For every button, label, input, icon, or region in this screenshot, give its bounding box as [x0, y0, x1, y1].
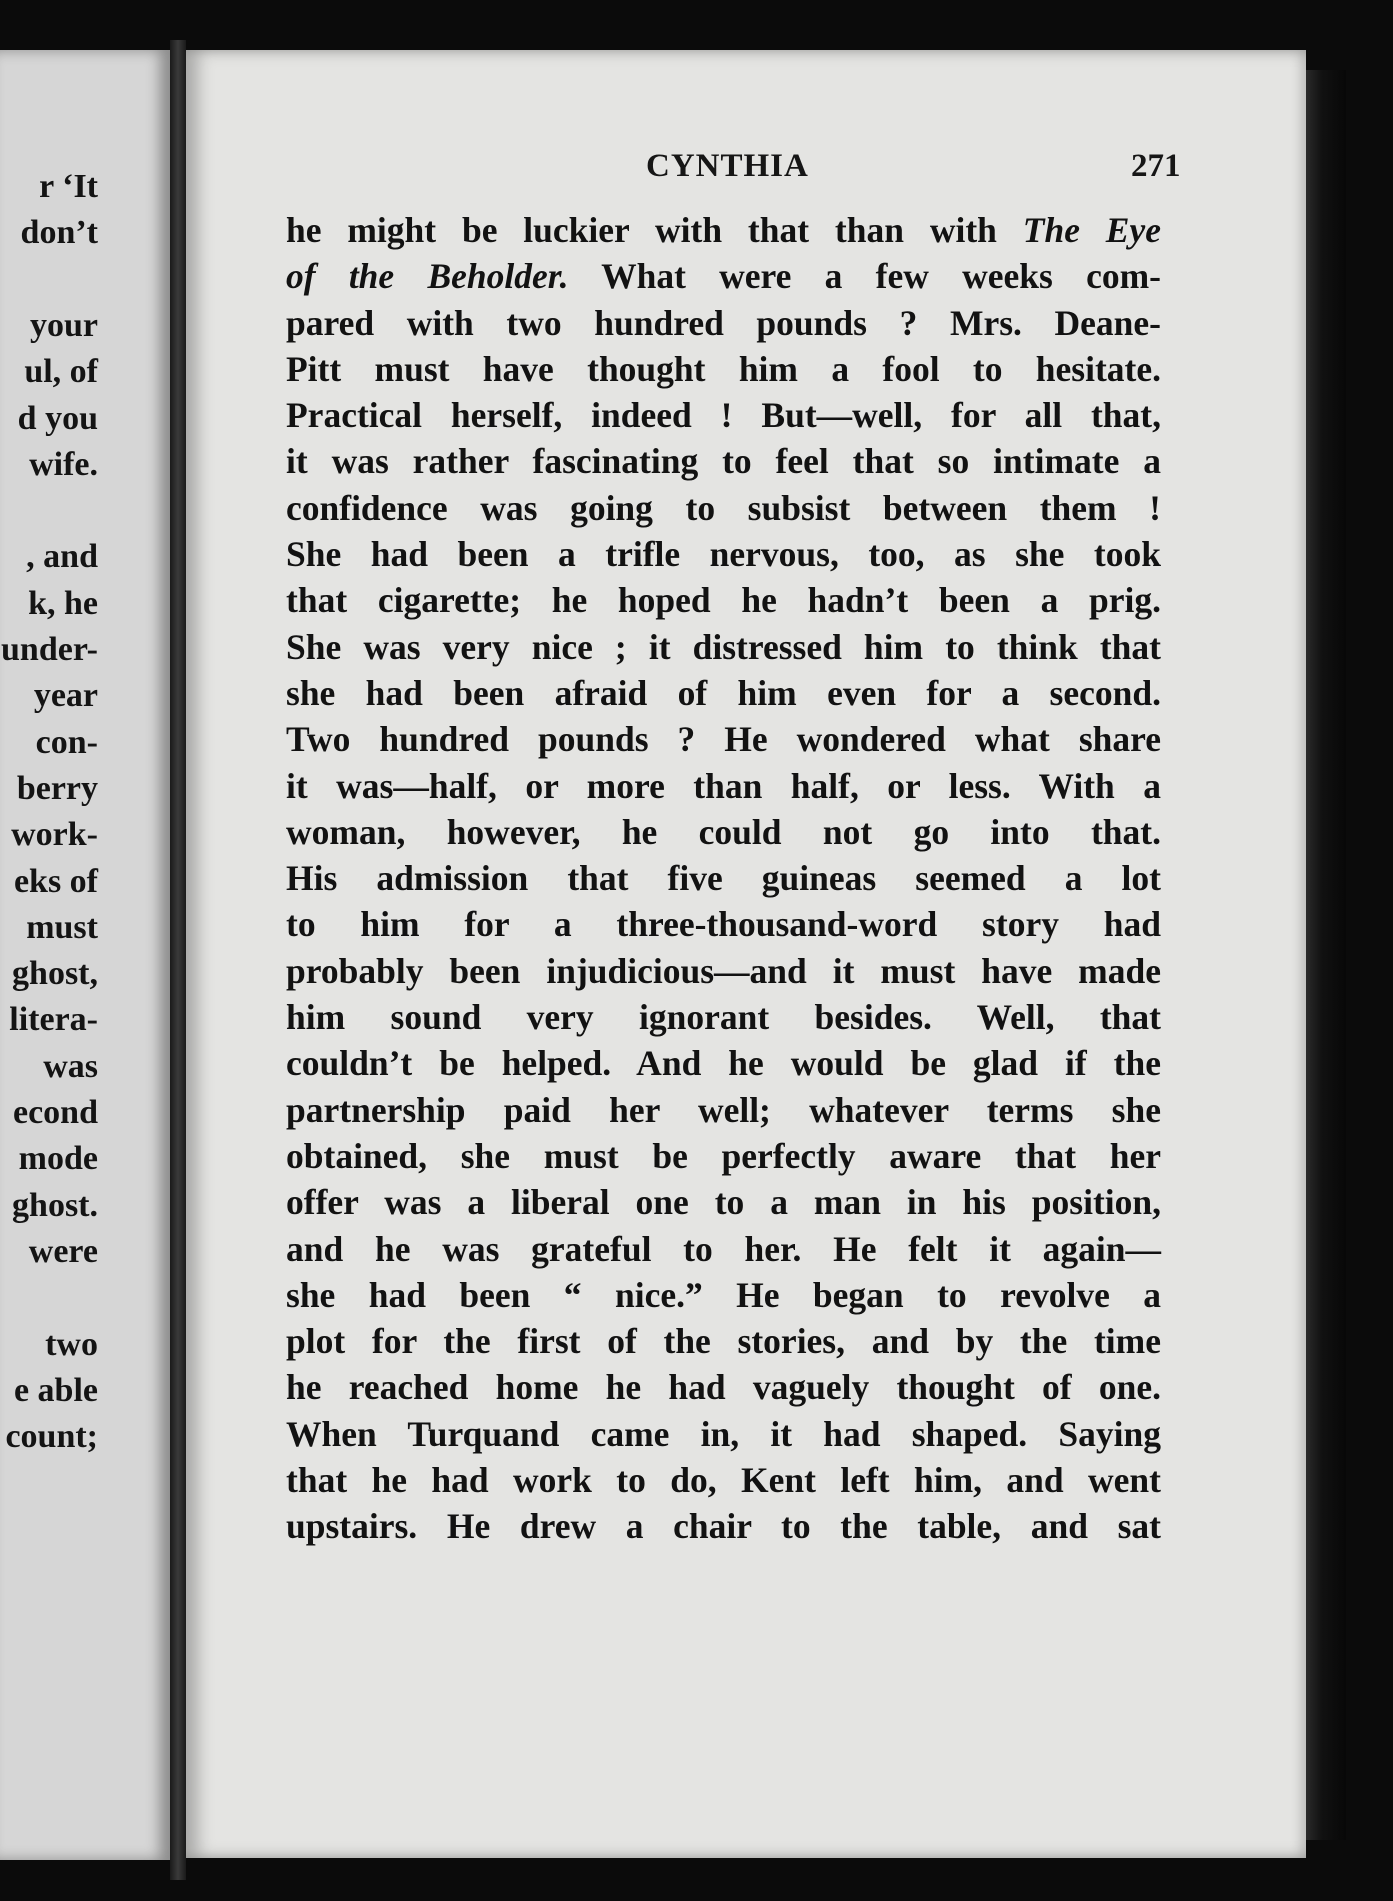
text-line [286, 670, 1161, 716]
text-segment: she had been “ nice.” He began to revolve a [286, 1274, 1161, 1315]
left-page-line: year [33, 677, 98, 715]
text-line [286, 1411, 1161, 1457]
text-segment: offer was a liberal one to a man in his position, [286, 1182, 1161, 1223]
text-line [286, 948, 1161, 994]
text-segment: to him for a three-thousand-word story had [286, 904, 1161, 945]
text-segment: she had been afraid of him even for a second. [286, 672, 1161, 713]
left-page-line: e able [13, 1371, 98, 1409]
book-gutter [170, 40, 186, 1880]
left-page-line: wife. [29, 445, 98, 483]
text-segment: him sound very ignorant besides. Well, that [286, 997, 1161, 1038]
text-line [286, 716, 1161, 762]
left-page-line: con- [35, 723, 98, 761]
body-text [286, 207, 1161, 1550]
text-segment: She was very nice ; it distressed him to think that [286, 626, 1161, 667]
left-page-line: ghost. [12, 1186, 98, 1224]
text-line [286, 994, 1161, 1040]
text-line [286, 763, 1161, 809]
text-segment: that he had work to do, Kent left him, and went [286, 1460, 1161, 1501]
text-segment: it was rather fascinating to feel that so intimate a [286, 441, 1161, 482]
left-page-line: must [26, 908, 98, 946]
page-number: 271 [1131, 148, 1181, 184]
text-line [286, 577, 1161, 623]
left-page-line: work- [11, 816, 98, 854]
left-page-line: mode [18, 1140, 98, 1178]
page-edge [1306, 70, 1346, 1840]
text-line [286, 1179, 1161, 1225]
text-segment: She had been a trifle nervous, too, as she took [286, 534, 1161, 575]
text-segment: obtained, she must be perfectly aware that her [286, 1135, 1161, 1176]
text-segment: His admission that five guineas seemed a lot [286, 858, 1161, 899]
left-page-line: d you [17, 399, 98, 437]
text-line [286, 809, 1161, 855]
text-segment: Practical herself, indeed ! But—well, for all that, [286, 395, 1161, 436]
text-line [286, 1133, 1161, 1179]
right-page [186, 50, 1306, 1858]
text-segment: confidence was going to subsist between them ! [286, 487, 1161, 528]
text-segment: he reached home he had vaguely thought of one. [286, 1367, 1161, 1408]
left-page-line: were [28, 1232, 98, 1270]
text-segment: When Turquand came in, it had shaped. Saying [286, 1413, 1161, 1454]
text-line [286, 1040, 1161, 1086]
text-line [286, 901, 1161, 947]
text-segment: and he was grateful to her. He felt it again— [286, 1228, 1161, 1269]
text-segment: Pitt must have thought him a fool to hesitate. [286, 348, 1161, 389]
text-line [286, 207, 1161, 253]
text-line [286, 531, 1161, 577]
text-line [286, 485, 1161, 531]
text-segment: he might be luckier with that than with [286, 210, 1023, 250]
left-page-line: k, he [28, 584, 98, 622]
left-page-line: , and [26, 538, 98, 576]
left-page-line: was [43, 1047, 98, 1085]
text-segment: upstairs. He drew a chair to the table, and sat [286, 1506, 1161, 1547]
left-page-line: don’t [20, 214, 98, 252]
text-line [286, 1364, 1161, 1410]
left-page-line: berry [16, 769, 98, 807]
left-page-line: eks of [13, 862, 98, 900]
text-line [286, 1087, 1161, 1133]
text-line [286, 392, 1161, 438]
running-head [186, 148, 1306, 198]
text-segment: couldn’t be helped. And he would be glad if the [286, 1043, 1161, 1084]
text-line [286, 300, 1161, 346]
text-segment: pared with two hundred pounds ? Mrs. Deane- [286, 302, 1161, 343]
text-segment: it was—half, or more than half, or less. With a [286, 765, 1161, 806]
text-segment: woman, however, he could not go into that. [286, 811, 1161, 852]
text-segment: What were a few weeks com- [568, 256, 1161, 297]
left-page-line: r ‘It [39, 168, 98, 205]
text-line [286, 855, 1161, 901]
text-line [286, 253, 1161, 299]
italic-title-text: of the Beholder. [286, 256, 569, 297]
left-page-line: under- [1, 631, 98, 668]
left-page-line: litera- [9, 1001, 98, 1039]
running-title: CYNTHIA [646, 148, 809, 184]
left-page-line: count; [5, 1418, 98, 1456]
text-line [286, 346, 1161, 392]
text-line [286, 1503, 1161, 1549]
text-line [286, 438, 1161, 484]
text-line [286, 624, 1161, 670]
text-line [286, 1318, 1161, 1364]
left-page-fragment [0, 50, 170, 1860]
text-segment: Two hundred pounds ? He wondered what share [286, 719, 1161, 760]
text-segment: plot for the first of the stories, and by the time [286, 1321, 1161, 1362]
text-line [286, 1457, 1161, 1503]
text-line [286, 1226, 1161, 1272]
left-page-line: your [30, 306, 98, 344]
italic-title-text: The Eye [1022, 210, 1161, 250]
text-segment: that cigarette; he hoped he hadn’t been a prig. [286, 580, 1161, 621]
text-line [286, 1272, 1161, 1318]
left-page-line: ghost, [12, 955, 98, 993]
left-page-line: econd [13, 1094, 98, 1131]
text-segment: probably been injudicious—and it must have made [286, 950, 1161, 991]
left-page-line: ul, of [24, 353, 98, 391]
text-segment: partnership paid her well; whatever terms she [286, 1089, 1161, 1130]
left-page-line: two [45, 1325, 98, 1363]
